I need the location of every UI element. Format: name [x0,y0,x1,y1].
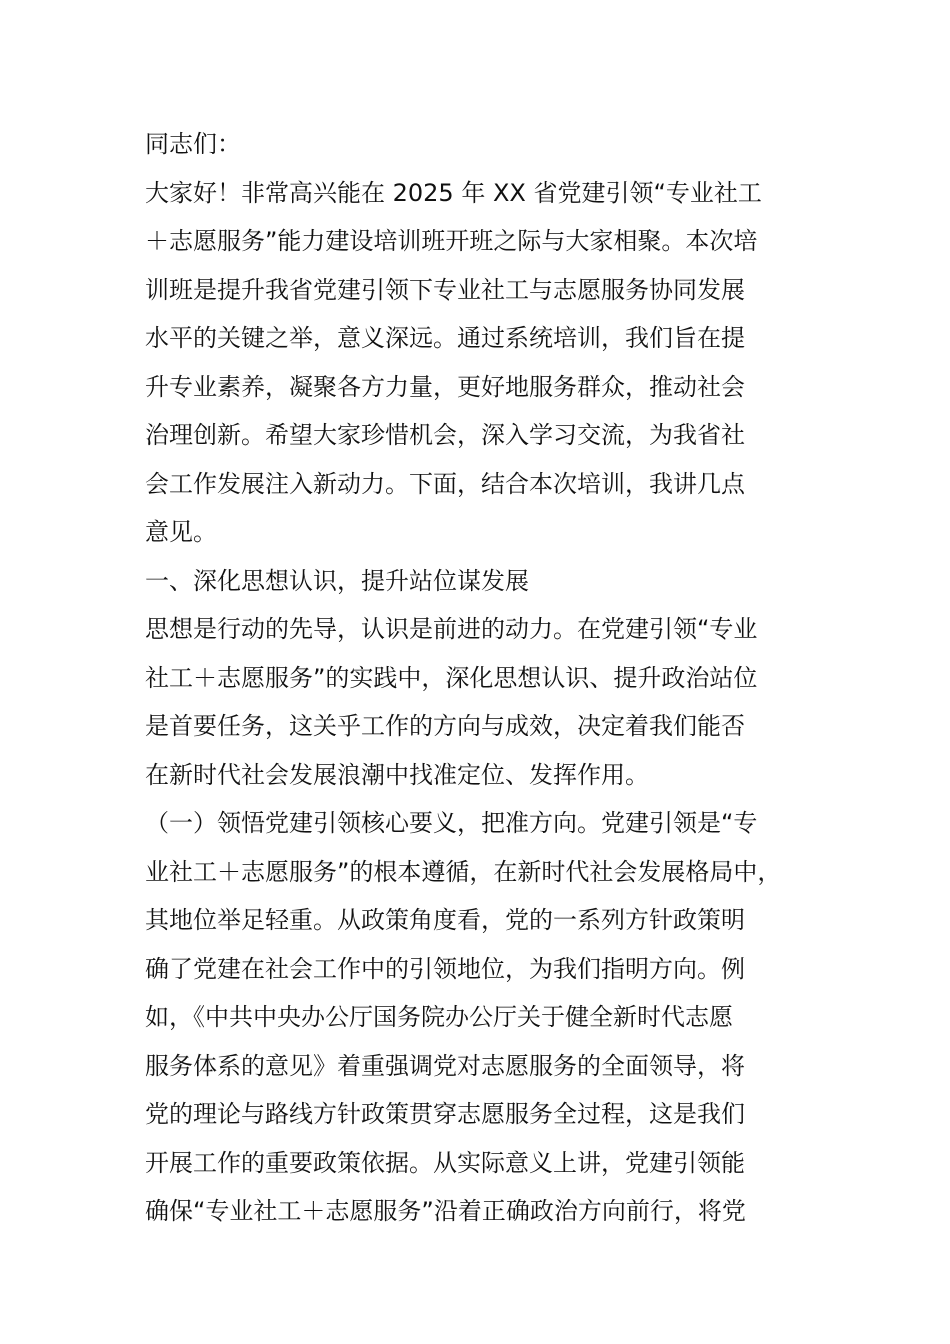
paragraph-line: 业社工＋志愿服务”的根本遵循，在新时代社会发展格局中， [145,857,782,886]
paragraph-line: 训班是提升我省党建引领下专业社工与志愿服务协同发展 [145,275,745,304]
paragraph-line: 治理创新。希望大家珍惜机会，深入学习交流，为我省社 [145,421,745,449]
paragraph-line: 思想是行动的先导，认识是前进的动力。在党建引领“专业 [145,615,758,643]
subsection-line: （一）领悟党建引领核心要义，把准方向。党建引领是“专 [145,809,758,837]
paragraph-line: 如，《中共中央办公厅国务院办公厅关于健全新时代志愿 [145,1003,733,1031]
section-heading: 一、深化思想认识，提升站位谋发展 [145,566,529,595]
paragraph-line: 开展工作的重要政策依据。从实际意义上讲，党建引领能 [145,1148,745,1177]
paragraph-line: 其地位举足轻重。从政策角度看，党的一系列方针政策明 [145,906,745,934]
paragraph-line: 是首要任务，这关乎工作的方向与成效，决定着我们能否 [145,712,745,740]
document-body [145,120,815,1236]
paragraph-line: 水平的关键之举，意义深远。通过系统培训，我们旨在提 [145,324,745,352]
paragraph-line: ＋志愿服务”能力建设培训班开班之际与大家相聚。本次培 [145,227,758,255]
paragraph-line: 意见。 [145,518,217,546]
paragraph-line: 确保“专业社工＋志愿服务”沿着正确政治方向前行，将党 [145,1197,746,1225]
paragraph-line: 会工作发展注入新动力。下面，结合本次培训，我讲几点 [145,469,745,498]
paragraph-line: 升专业素养，凝聚各方力量，更好地服务群众，推动社会 [145,372,745,401]
paragraph-line: 社工＋志愿服务”的实践中，深化思想认识、提升政治站位 [145,663,758,692]
paragraph-line: 服务体系的意见》着重强调党对志愿服务的全面领导，将 [145,1051,745,1080]
salutation-line: 同志们： [145,130,241,158]
paragraph-line: 在新时代社会发展浪潮中找准定位、发挥作用。 [145,760,649,789]
paragraph-line: 大家好！非常高兴能在 2025 年 XX 省党建引领“专业社工 [145,178,762,207]
paragraph-line: 党的理论与路线方针政策贯穿志愿服务全过程，这是我们 [145,1100,745,1128]
paragraph-line: 确了党建在社会工作中的引领地位，为我们指明方向。例 [145,954,745,983]
